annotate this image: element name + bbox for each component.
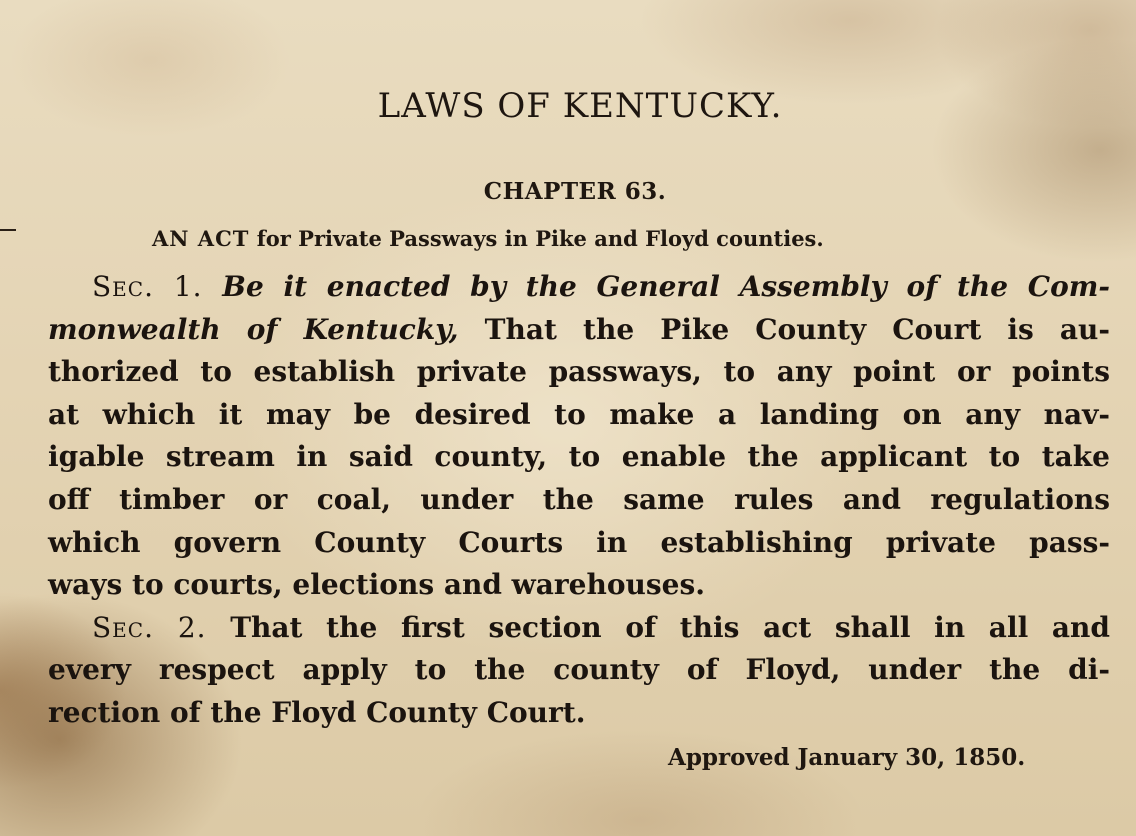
section-2-line-2: every respect apply to the county of Floyd, under the di- xyxy=(48,653,1110,687)
section-1-line-2 xyxy=(48,309,1110,352)
section-1-enacting-clause: Be it enacted by the General Assembly of the Com- xyxy=(222,270,1110,303)
chapter-heading: CHAPTER 63. xyxy=(483,178,667,205)
section-2-label: Sec. 2. xyxy=(92,610,207,644)
section-1-line-8: ways to courts, elections and warehouses. xyxy=(48,568,705,602)
section-1-label: Sec. 1. xyxy=(92,270,203,303)
act-body xyxy=(48,266,1110,735)
act-title xyxy=(152,226,1002,251)
section-1-line-7: which govern County Courts in establishing private pass- xyxy=(48,525,1110,559)
section-1-text: That the Pike County Court is au- xyxy=(484,312,1110,346)
margin-mark xyxy=(0,229,16,231)
section-1-line-5: igable stream in said county, to enable the applicant to take xyxy=(48,440,1110,474)
section-2-line-1 xyxy=(48,607,1110,650)
section-2-text: That the first section of this act shall in all and xyxy=(230,610,1110,644)
section-1-line-6: off timber or coal, under the same rules and regulations xyxy=(48,482,1110,516)
approval-date: Approved January 30, 1850. xyxy=(668,744,1026,771)
page-title: LAWS OF KENTUCKY. xyxy=(377,86,783,126)
section-1-line-1 xyxy=(48,266,1110,309)
act-title-rest: for Private Passways in Pike and Floyd counties. xyxy=(256,226,824,251)
section-1-line-4: at which it may be desired to make a landing on any nav- xyxy=(48,397,1110,431)
section-2-line-3: rection of the Floyd County Court. xyxy=(48,695,586,729)
section-1-enacting-clause-cont: monwealth of Kentucky, xyxy=(48,312,459,346)
act-title-lead: AN ACT xyxy=(152,226,250,251)
section-1-line-3: thorized to establish private passways, to any point or points xyxy=(48,355,1110,389)
